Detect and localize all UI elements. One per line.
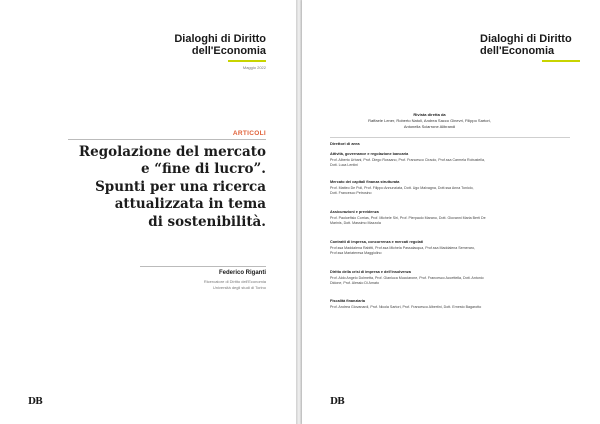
- area-title: Attività, governance e regolazione bancaria: [330, 152, 409, 156]
- title-line: Spunti per una ricerca: [95, 178, 266, 195]
- title-line: di sostenibilità.: [148, 213, 266, 230]
- area-title: Mercato dei capitali finanza strutturata: [330, 180, 400, 184]
- direction-line: Antonella Sciarrone Alibrandi: [403, 124, 456, 129]
- area-insolvency: [330, 270, 570, 287]
- area-title: Assicurazioni e previdenza: [330, 210, 379, 214]
- area-members: Dott. Luca Lentini: [330, 163, 358, 168]
- masthead-line-1: Dialoghi di Diritto: [480, 33, 572, 45]
- article-title: [36, 144, 266, 231]
- author-name: Federico Riganti: [218, 270, 266, 276]
- area-members: Prof. Matteo De Poli, Prof. Filippo Annunziata, Dott. Ugo Malvagna, Dott.ssa Anna Toniolo,: [330, 185, 474, 190]
- masthead-line-1: Dialoghi di Diritto: [174, 33, 266, 45]
- area-members: Prof.ssa Maddalena Rabitti, Prof.ssa Michela Passalacqua, Prof.ssa Maddalena Semeraro,: [330, 245, 476, 250]
- masthead-line-2: dell'Economia: [480, 45, 555, 57]
- area-title: Diritto della crisi di impresa e dell'insolvenza: [330, 270, 411, 274]
- area-capital-markets: [330, 180, 570, 197]
- issue-date: Maggio 2022: [242, 65, 266, 70]
- journal-logo: DB: [28, 397, 43, 407]
- editorial-direction: [362, 112, 497, 130]
- section-label: ARTICOLI: [232, 130, 266, 137]
- title-line: Regolazione del mercato: [78, 144, 266, 160]
- area-title: Fiscalità finanziaria: [330, 299, 366, 303]
- journal-masthead: [174, 33, 266, 57]
- direction-line: Raffaele Lener, Roberto Natoli, Andrea Sacco Ginevri, Filippo Sartori,: [368, 118, 491, 123]
- title-divider: [68, 139, 266, 140]
- board-divider: [330, 137, 570, 138]
- right-page: [302, 0, 600, 424]
- author-affiliation: [204, 279, 266, 291]
- area-members: Prof. Aldo Angelo Dolmetta, Prof. Gianluca Mucciarone, Prof. Francesco Accettella, Dott. Antonio: [330, 275, 484, 280]
- title-line: e “fine di lucro”.: [141, 161, 266, 178]
- area-members: Prof. Paoloefisio Corrias, Prof. Michele Siri, Prof. Pierpaolo Marano, Dott. Giovanni Maria Berti De: [330, 215, 486, 220]
- title-line: attualizzata in tema: [114, 196, 266, 213]
- area-contracts: [330, 240, 570, 257]
- masthead-line-2: dell'Economia: [191, 45, 266, 57]
- area-members: Prof.ssa Mariateresa Maggiolino: [330, 251, 382, 256]
- accent-bar: [542, 60, 580, 62]
- board-heading: Direttori di area: [330, 141, 360, 146]
- area-insurance: [330, 210, 570, 227]
- area-members: Prof. Andrea Giovanardi, Prof. Nicola Sartori, Prof. Francesco Albertini, Dott. Ernesto Bagarotto: [330, 304, 482, 309]
- area-members: Prof. Alberto Urbani, Prof. Diego Rossano, Prof. Francesco Ciraolo, Prof.ssa Carmela Robustella,: [330, 157, 485, 162]
- area-members: Didone, Prof. Alessio Di Amato: [330, 281, 379, 286]
- affiliation-line: Ricercatore di Diritto dell'Economia: [203, 279, 266, 284]
- area-members: Dott. Francesco Petrosino: [330, 191, 372, 196]
- area-title: Contratti di impresa, concorrenza e mercati regolati: [330, 240, 424, 244]
- journal-logo: DB: [330, 397, 345, 407]
- left-page: [0, 0, 296, 424]
- author-divider: [140, 266, 266, 267]
- area-banking: [330, 152, 570, 169]
- accent-bar: [228, 60, 266, 62]
- direction-heading: Rivista diretta da: [413, 112, 446, 117]
- affiliation-line: Università degli studi di Torino: [212, 285, 266, 290]
- area-members: Marinis, Dott. Massimo Mazzola: [330, 221, 381, 226]
- area-taxation: [330, 299, 570, 310]
- journal-masthead: [480, 33, 572, 57]
